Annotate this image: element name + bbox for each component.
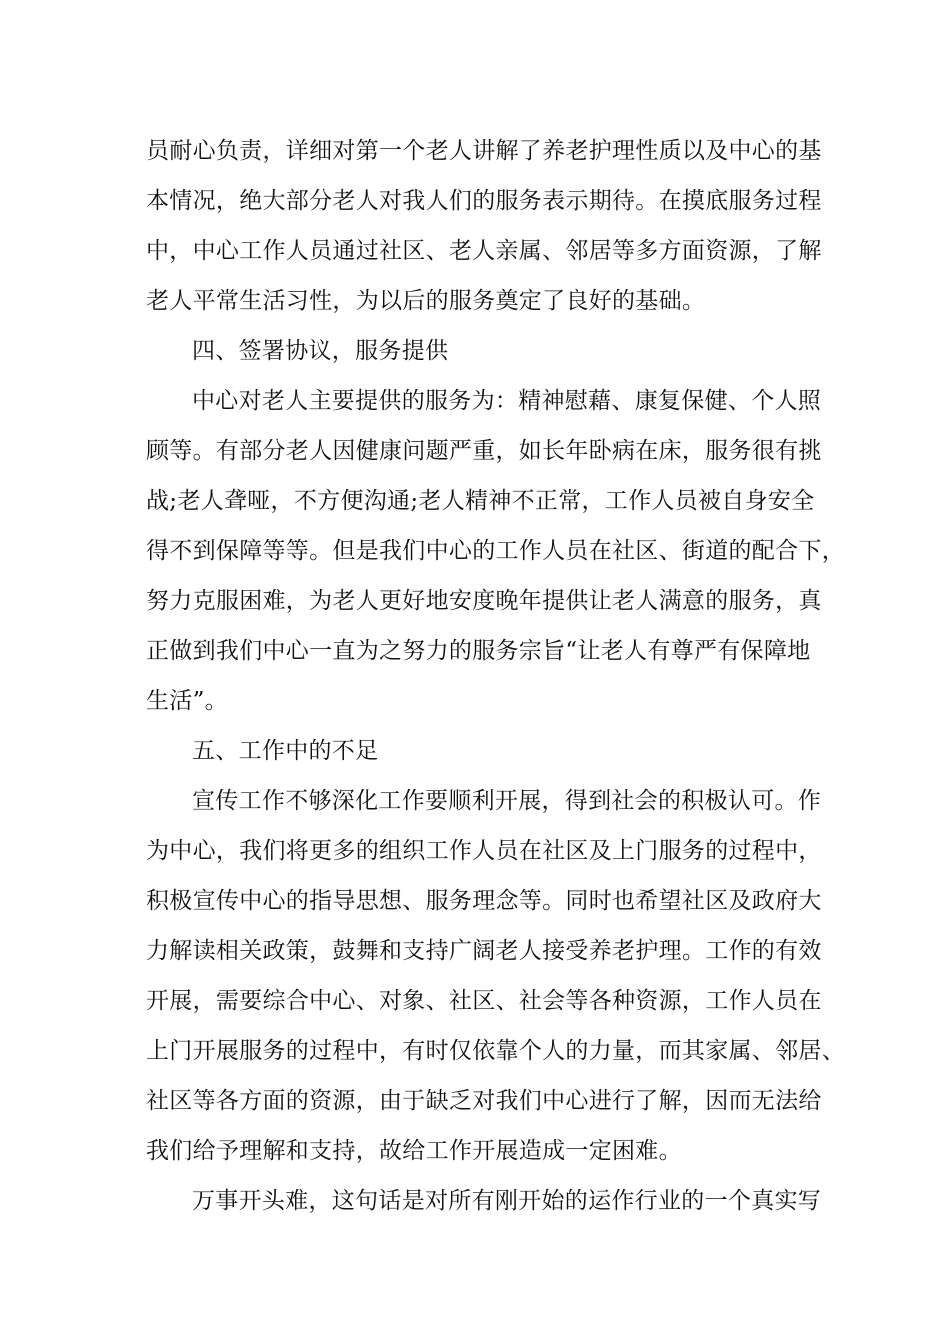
text-line: 开展，需要综合中心、对象、社区、社会等各种资源，工作人员在 [146,988,822,1014]
text-line: 中，中心工作人员通过社区、老人亲属、邻居等多方面资源，了解 [146,238,822,264]
text-line: 得不到保障等等。但是我们中心的工作人员在社区、街道的配合下， [146,538,845,564]
text-line: 积极宣传中心的指导思想、服务理念等。同时也希望社区及政府大 [146,888,822,914]
text-line: 社区等各方面的资源，由于缺乏对我们中心进行了解，因而无法给 [146,1088,822,1114]
text-line: 本情况，绝大部分老人对我人们的服务表示期待。在摸底服务过程 [146,188,822,214]
text-line: 宣传工作不够深化工作要顺利开展，得到社会的积极认可。作 [192,788,822,814]
text-line: 中心对老人主要提供的服务为：精神慰藉、康复保健、个人照 [192,388,822,414]
text-line: 我们给予理解和支持，故给工作开展造成一定困难。 [146,1138,682,1164]
text-line: 力解读相关政策，鼓舞和支持广阔老人接受养老护理。工作的有效 [146,938,822,964]
section-heading: 四、签署协议，服务提供 [192,338,449,364]
text-line: 正做到我们中心一直为之努力的服务宗旨“让老人有尊严有保障地 [146,638,811,664]
section-heading: 五、工作中的不足 [192,738,379,764]
text-line: 上门开展服务的过程中，有时仅依靠个人的力量，而其家属、邻居、 [146,1038,845,1064]
text-line: 为中心，我们将更多的组织工作人员在社区及上门服务的过程中， [146,838,822,864]
text-line: 老人平常生活习性，为以后的服务奠定了良好的基础。 [146,288,706,314]
text-line: 战;老人聋哑，不方便沟通;老人精神不正常，工作人员被自身安全 [146,488,815,514]
text-line: 生活”。 [146,688,228,714]
text-line: 顾等。有部分老人因健康问题严重，如长年卧病在床，服务很有挑 [146,438,822,464]
text-line: 努力克服困难，为老人更好地安度晚年提供让老人满意的服务，真 [146,588,822,614]
text-line: 员耐心负责，详细对第一个老人讲解了养老护理性质以及中心的基 [146,138,822,164]
text-line: 万事开头难，这句话是对所有刚开始的运作行业的一个真实写 [192,1188,822,1214]
